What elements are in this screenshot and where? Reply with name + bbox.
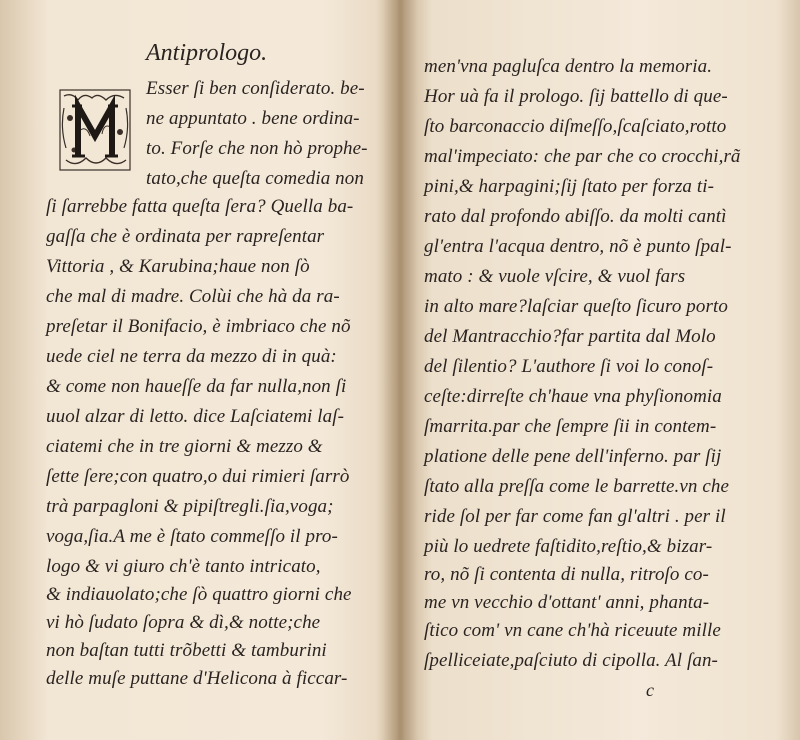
text-line: del ſilentio? L'authore ſi voi lo conoſ-	[424, 356, 714, 377]
page-heading: Antiprologo.	[146, 40, 268, 66]
text-line: ſtico com' vn cane ch'hà riceuute mille	[424, 620, 721, 641]
text-line: Esser ſi ben conſiderato. be-	[146, 78, 365, 99]
text-line: tato,che queſta comedia non	[146, 168, 364, 189]
text-line: in alto mare?laſciar queſto ſicuro porto	[424, 296, 728, 317]
text-line: ride ſol per far come fan gl'altri . per il	[424, 506, 726, 527]
text-line: mato : & vuole vſcire, & vuol fars	[424, 266, 686, 287]
text-line: preſetar il Bonifacio, è imbriaco che nõ	[46, 316, 351, 337]
catchword: c	[646, 680, 654, 700]
text-line: & come non haueſſe da far nulla,non ſi	[46, 376, 347, 397]
text-line: me vn vecchio d'ottant' anni, phanta-	[424, 592, 710, 613]
text-line: Vittoria , & Karubina;haue non ſò	[46, 256, 310, 277]
text-line: rato dal profondo abiſſo. da molti cantì	[424, 206, 727, 227]
text-line: logo & vi giuro ch'è tanto intricato,	[46, 556, 321, 577]
text-line: pini,& harpagini;ſij ſtato per forza ti-	[424, 176, 715, 197]
text-line: men'vna pagluſca dentro la memoria.	[424, 56, 713, 77]
text-line: non baſtan tutti trõbetti & tamburini	[46, 640, 327, 661]
text-line: ſmarrita.par che ſempre ſii in contem-	[424, 416, 717, 437]
text-line: Hor uà fa il prologo. ſij battello di que-	[424, 86, 728, 107]
text-line: ſi ſarrebbe fatta queſta ſera? Quella ba-	[46, 196, 354, 217]
text-line: ſtato alla preſſa come le barrette.vn che	[424, 476, 730, 497]
text-line: & indiauolato;che ſò quattro giorni che	[46, 584, 352, 605]
text-line: uede ciel ne terra da mezzo di in quà:	[46, 346, 337, 367]
left-page	[0, 0, 392, 740]
text-line: uuol alzar di letto. dice Laſciatemi laſ-	[46, 406, 345, 427]
text-line: platione delle pene dell'inferno. par ſij	[424, 446, 722, 467]
text-line: ceſte:dirreſte ch'haue vna phyſionomia	[424, 386, 722, 407]
text-line: trà parpagloni & pipiſtregli.ſia,voga;	[46, 496, 334, 517]
text-line: ſette ſere;con quatro,o dui rimieri ſarrò	[46, 466, 350, 487]
text-line: che mal di madre. Colùi che hà da ra-	[46, 286, 340, 307]
woodcut-initial-icon	[58, 88, 132, 172]
text-line: ſto barconaccio diſmeſſo,ſcaſciato,rotto	[424, 116, 727, 137]
text-line: ne appuntato . bene ordina-	[146, 108, 360, 129]
text-line: mal'impeciato: che par che co crocchi,rã	[424, 146, 741, 167]
text-line: gaſſa che è ordinata per rapreſentar	[46, 226, 325, 247]
text-line: delle muſe puttane d'Helicona à ficcar-	[46, 668, 348, 689]
text-line: ſpelliceiate,paſciuto di cipolla. Al ſan-	[424, 650, 718, 671]
text-line: più lo uedrete faſtidito,reſtio,& bizar-	[424, 536, 713, 557]
text-line: voga,ſia.A me è ſtato commeſſo il pro-	[46, 526, 338, 547]
text-line: del Mantracchio?far partita dal Molo	[424, 326, 716, 347]
text-line: ciatemi che in tre giorni & mezzo &	[46, 436, 323, 457]
text-line: gl'entra l'acqua dentro, nõ è punto ſpal-	[424, 236, 732, 257]
right-page	[400, 0, 800, 740]
text-line: vi hò ſudato ſopra & dì,& notte;che	[46, 612, 321, 633]
text-line: ro, nõ ſi contenta di nulla, ritroſo co-	[424, 564, 709, 585]
text-line: to. Forſe che non hò prophe-	[146, 138, 368, 159]
